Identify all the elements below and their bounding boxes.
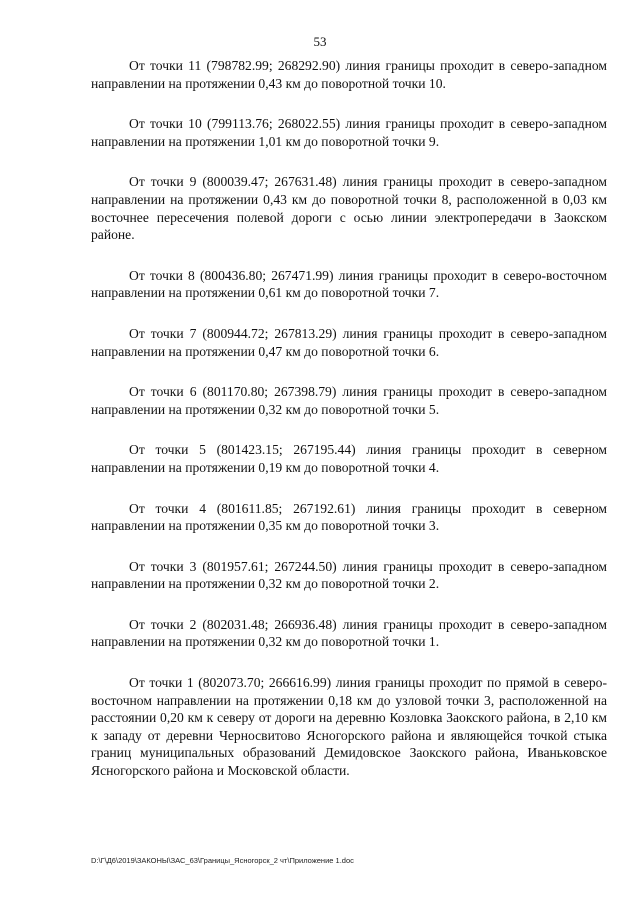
document-body [91, 57, 607, 803]
paragraph-point-11: От точки 11 (798782.99; 268292.90) линия границы проходит в северо-западном направлении на протяжении 0,43 км до поворотной точки 10. [91, 58, 607, 91]
paragraph-point-8: От точки 8 (800436.80; 267471.99) линия границы проходит в северо-восточном направлении на протяжении 0,61 км до поворотной точки 7. [91, 267, 607, 301]
paragraph-point-10: От точки 10 (799113.76; 268022.55) линия границы проходит в северо-западном направлении на протяжении 1,01 км до поворотной точки 9. [91, 116, 607, 149]
paragraph-point-5: От точки 5 (801423.15; 267195.44) линия границы проходит в северном направлении на протяжении 0,19 км до поворотной точки 4. [91, 442, 607, 475]
paragraph-point-4: От точки 4 (801611.85; 267192.61) линия границы проходит в северном направлении на протяжении 0,35 км до поворотной точки 3. [91, 500, 607, 534]
paragraph-point-2: От точки 2 (802031.48; 266936.48) линия границы проходит в северо-западном направлении на протяжении 0,32 км до поворотной точки 1. [91, 616, 607, 650]
page-number: 53 [313, 34, 327, 49]
paragraph-point-7: От точки 7 (800944.72; 267813.29) линия границы проходит в северо-западном направлении на протяжении 0,47 км до поворотной точки 6. [91, 325, 607, 359]
paragraph-point-1: От точки 1 (802073.70; 266616.99) линия границы проходит по прямой в северо-восточном направлении на протяжении 0,18 км до узловой точки 3, расположенной на расстоянии 0,20 км к северу от дороги на деревню Козловка Заокского района, в 2,10 км к западу от деревни Черносвитово Ясногорского района и являющейся точкой стыка границ муниципальных образований Демидовское Заокского района, Иваньковское Ясногорского района и Московской области. [91, 675, 607, 779]
paragraph-point-9: От точки 9 (800039.47; 267631.48) линия границы проходит в северо-западном направлении на протяжении 0,43 км до поворотной точки 8, расположенной в 0,03 км восточнее пересечения полевой дороги с осью линии электропередачи в Заокском районе. [91, 174, 607, 243]
footer-file-path: D:\Г\Д6\2019\ЗАКОНЫ\ЗАС_63\Границы_Ясногорск_2 чт\Приложение 1.doc [91, 856, 354, 865]
paragraph-point-3: От точки 3 (801957.61; 267244.50) линия границы проходит в северо-западном направлении на протяжении 0,32 км до поворотной точки 2. [91, 558, 607, 592]
paragraph-point-6: От точки 6 (801170.80; 267398.79) линия границы проходит в северо-западном направлении на протяжении 0,32 км до поворотной точки 5. [91, 384, 607, 417]
